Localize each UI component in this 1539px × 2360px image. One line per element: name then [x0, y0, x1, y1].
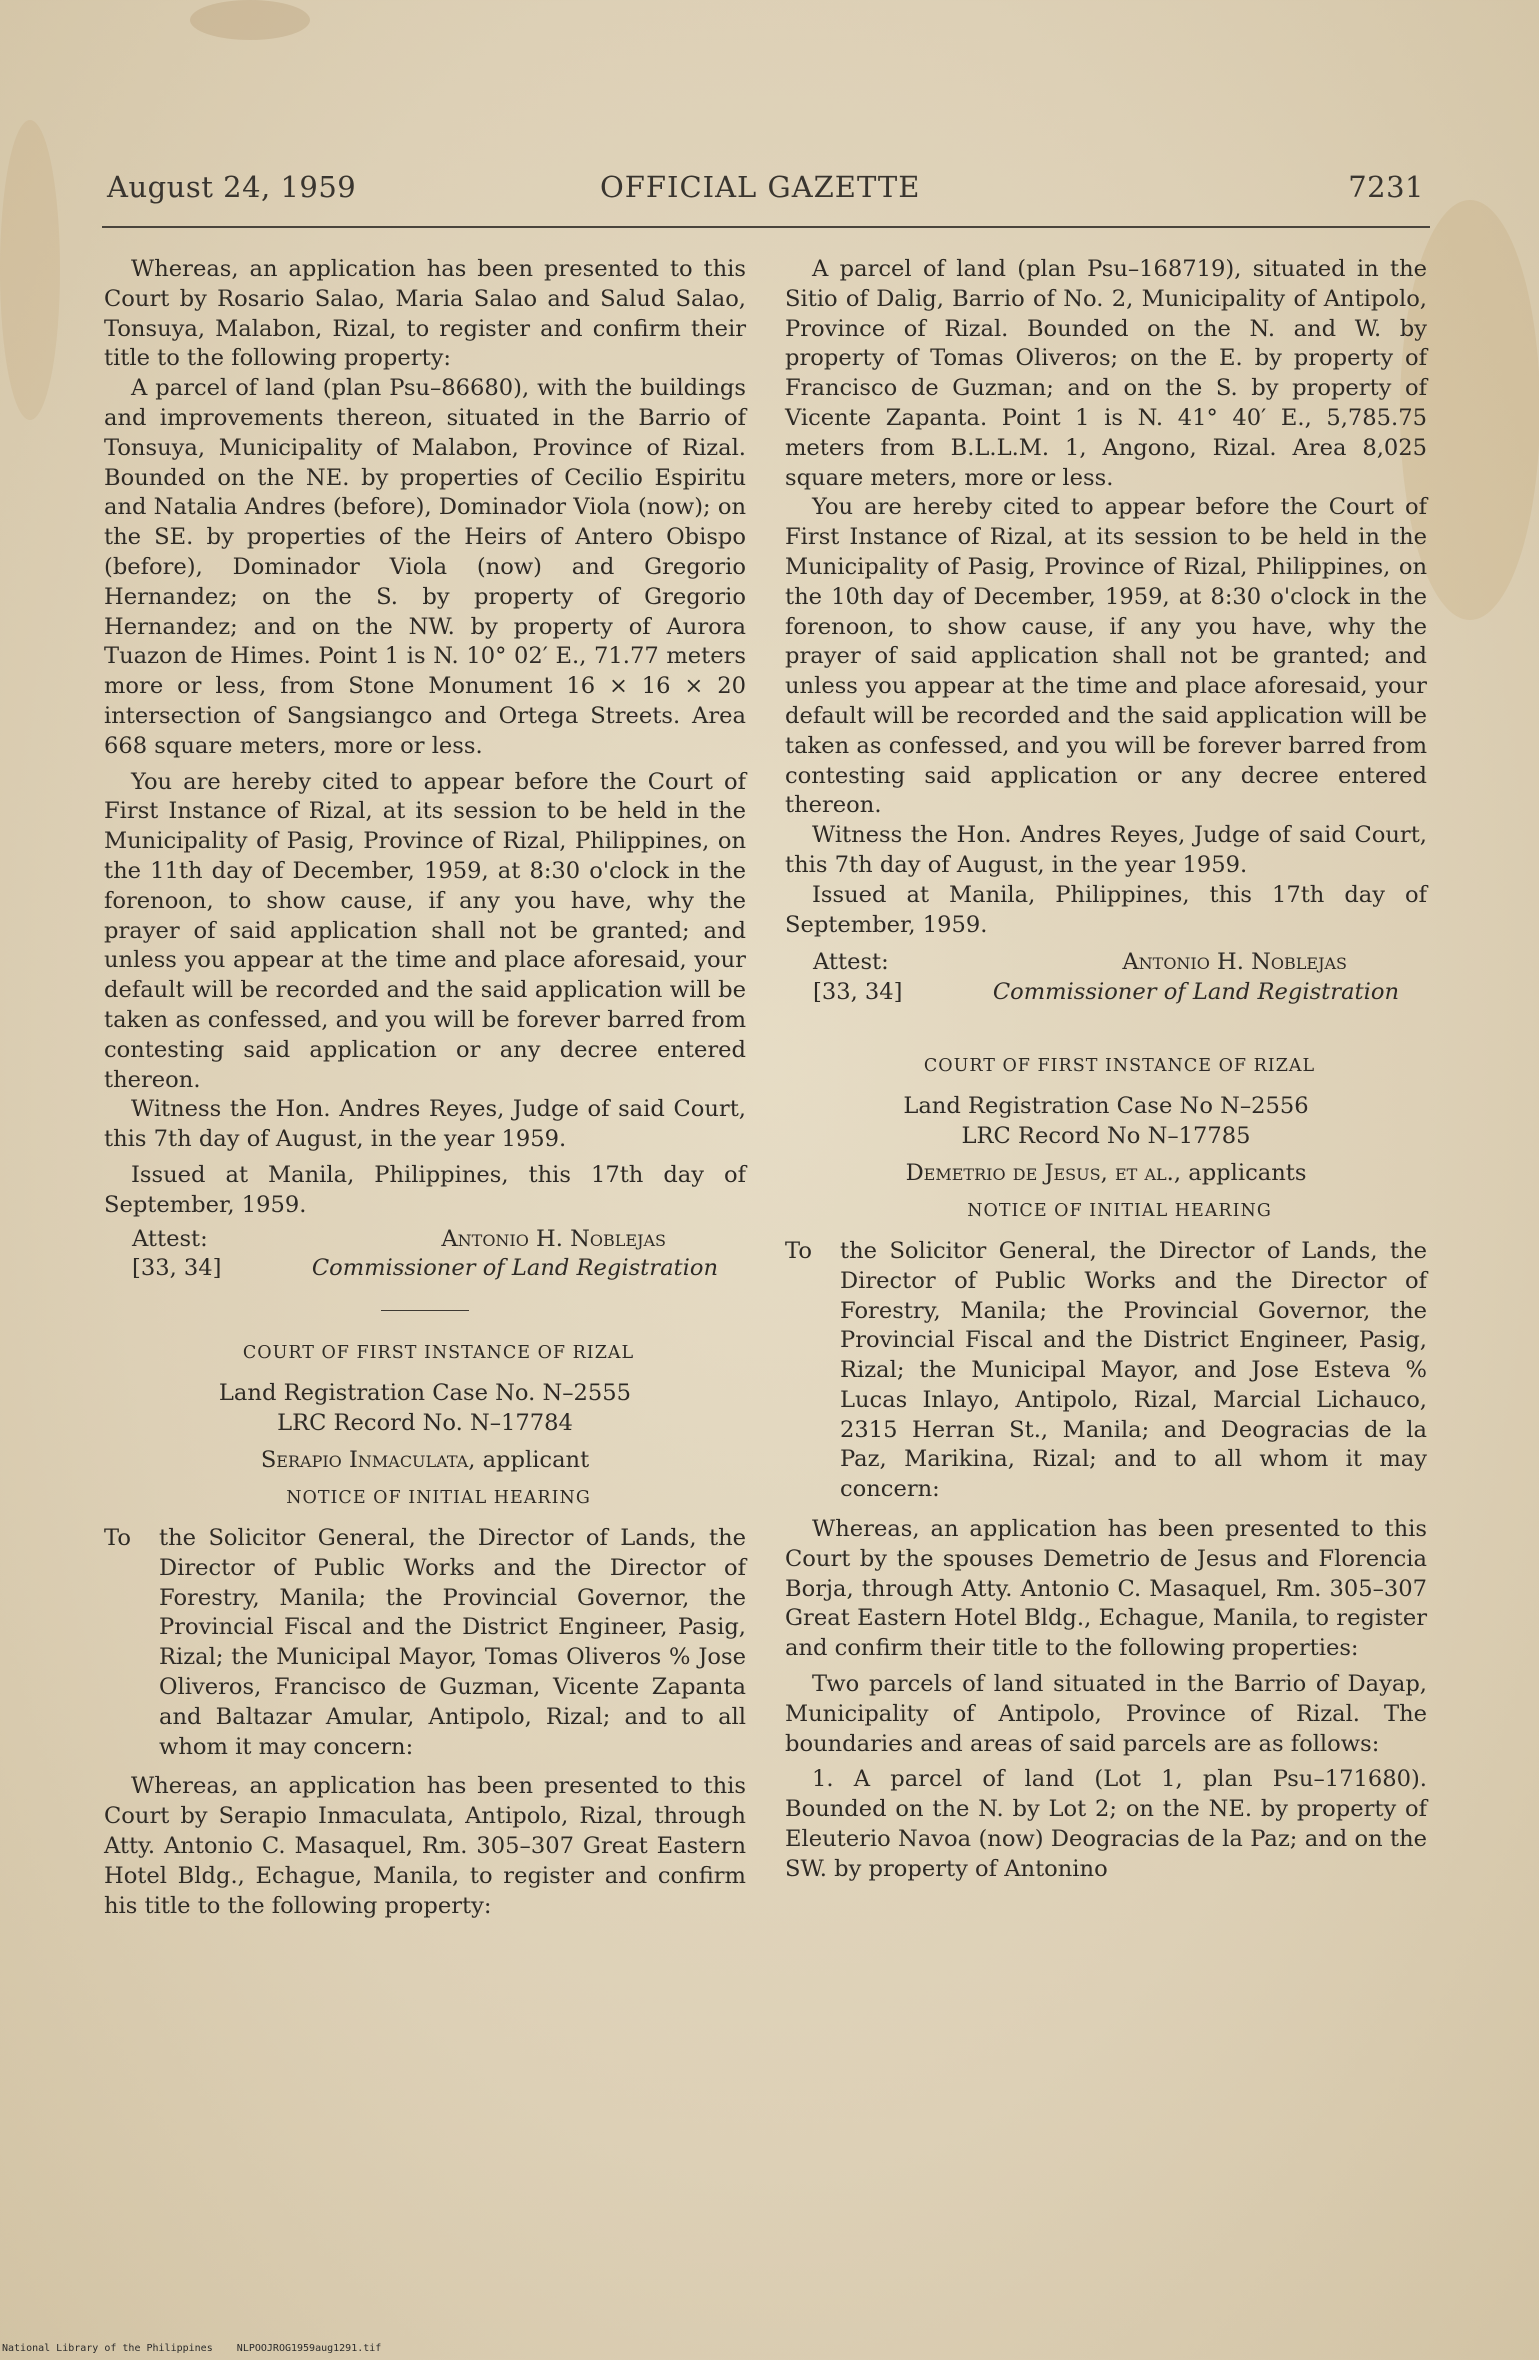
section-divider [381, 1310, 469, 1311]
addressee-block [785, 1237, 1427, 1505]
signatory-name: Antonio H. Noblejas [441, 1225, 666, 1252]
notice-heading: NOTICE OF INITIAL HEARING [967, 1201, 1272, 1222]
applicant-name: Demetrio de Jesus, et al., [905, 1160, 1182, 1187]
signatory-title: Commissioner of Land Registration [992, 979, 1399, 1006]
record-number: LRC Record No. N–17784 [277, 1409, 573, 1436]
header-title: OFFICIAL GAZETTE [600, 170, 921, 204]
paragraph: Witness the Hon. Andres Reyes, Judge of said Court, this 7th day of August, in the year 1959. [104, 1096, 746, 1153]
case-number: Land Registration Case No. N–2555 [218, 1379, 632, 1406]
signatory-name: Antonio H. Noblejas [1122, 949, 1347, 976]
scan-footer: National Library of the Philippines NLPOOJROG1959aug1291.tif [2, 2343, 382, 2354]
addressee-text: the Solicitor General, the Director of Lands, the Director of Public Works and the Director of Forestry, Manila; the Provincial Governor, the Provincial Fiscal and the District Engineer, Pasig, Rizal; the Municipal Mayor, and Jose Esteva % Lucas Inlayo, Antipolo, Rizal, Marcial Lichauco, 2315 Herran St., Manila; and Deogracias de la Paz, Marikina, Rizal; and to all whom it may concern: [840, 1237, 1427, 1503]
paragraph: 1. A parcel of land (Lot 1, plan Psu–171680). Bounded on the N. by Lot 2; on the NE. by property of Eleuterio Navoa (now) Deogracias de la Paz; and on the SW. by property of Antonino [785, 1766, 1427, 1882]
paragraph: Whereas, an application has been presented to this Court by the spouses Demetrio de Jesus and Florencia Borja, through Atty. Antonio C. Masaquel, Rm. 305–307 Great Eastern Hotel Bldg., Echague, Manila, to register and confirm their title to the following properties: [785, 1516, 1427, 1662]
paragraph: Issued at Manila, Philippines, this 17th day of September, 1959. [104, 1161, 746, 1218]
attest-title-line [785, 978, 1427, 1008]
attest-title-line [104, 1254, 746, 1284]
paragraph: Whereas, an application has been presented to this Court by Rosario Salao, Maria Salao and Salud Salao, Tonsuya, Malabon, Rizal, to register and confirm their title to the following property: [104, 256, 746, 372]
paragraph: Issued at Manila, Philippines, this 17th day of September, 1959. [785, 881, 1427, 938]
page-number: 7231 [1348, 170, 1424, 204]
issue-reference: [33, 34] [813, 979, 903, 1006]
addressee-text: the Solicitor General, the Director of Lands, the Director of Public Works and the Director of Forestry, Manila; the Provincial Governor, the Provincial Fiscal and the District Engineer, Pasig, Rizal; the Municipal Mayor, Tomas Oliveros % Jose Oliveros, Francisco de Guzman, Vicente Zapanta and Baltazar Amular, Antipolo, Rizal; and to all whom it may concern: [159, 1525, 746, 1760]
paragraph: A parcel of land (plan Psu–168719), situated in the Sitio of Dalig, Barrio of No. 2, Municipality of Antipolo, Province of Rizal. Bounded on the N. and W. by property of Tomas Oliveros; on the E. by property of Francisco de Guzman; and on the S. by property of Vicente Zapanta. Point 1 is N. 41° 40′ E., 5,785.75 meters from B.L.L.M. 1, Angono, Rizal. Area 8,025 square meters, more or less. [785, 256, 1427, 491]
paragraph: You are hereby cited to appear before the Court of First Instance of Rizal, at its session to be held in the Municipality of Pasig, Province of Rizal, Philippines, on the 10th day of December, 1959, at 8:30 o'clock in the forenoon, to show cause, if any you have, why the prayer of said application shall not be granted; and unless you appear at the time and place aforesaid, your default will be recorded and the said application will be taken as confessed, and you will be forever barred from contesting said application or any decree entered thereon. [785, 494, 1427, 819]
applicant-name: Serapio Inmaculata, [260, 1447, 476, 1474]
addressee-block [104, 1524, 746, 1762]
header-date: August 24, 1959 [107, 170, 357, 204]
case-number: Land Registration Case No N–2556 [903, 1092, 1309, 1119]
paragraph: Whereas, an application has been presented to this Court by Serapio Inmaculata, Antipolo, Rizal, through Atty. Antonio C. Masaquel, Rm. 305–307 Great Eastern Hotel Bldg., Echague, Manila, to register and confirm his title to the following property: [104, 1773, 746, 1919]
issue-reference: [33, 34] [132, 1255, 222, 1282]
header-rule [102, 226, 1430, 228]
right-column [785, 255, 1427, 1885]
applicant-line [785, 1159, 1427, 1189]
record-number: LRC Record No N–17785 [961, 1122, 1251, 1149]
applicant-role: applicant [482, 1447, 590, 1474]
court-heading: COURT OF FIRST INSTANCE OF RIZAL [923, 1055, 1316, 1076]
applicant-role: applicants [1188, 1160, 1307, 1187]
to-word: To [785, 1237, 812, 1264]
attest-line [104, 1225, 746, 1255]
paragraph: A parcel of land (plan Psu–86680), with the buildings and improvements thereon, situated in the Barrio of Tonsuya, Municipality of Malabon, Province of Rizal. Bounded on the NE. by properties of Cecilio Espiritu and Natalia Andres (before), Dominador Viola (now); on the SE. by properties of the Heirs of Antero Obispo (before), Dominador Viola (now) and Gregorio Hernandez; on the S. by property of Gregorio Hernandez; and on the NW. by property of Aurora Tuazon de Himes. Point 1 is N. 10° 02′ E., 71.77 meters more or less, from Stone Monument 16 × 16 × 20 intersection of Sangsiangco and Ortega Streets. Area 668 square meters, more or less. [104, 375, 746, 759]
paragraph: Witness the Hon. Andres Reyes, Judge of said Court, this 7th day of August, in the year 1959. [785, 822, 1427, 878]
signatory-title: Commissioner of Land Registration [311, 1255, 718, 1282]
paragraph: You are hereby cited to appear before the Court of First Instance of Rizal, at its session to be held in the Municipality of Pasig, Province of Rizal, Philippines, on the 11th day of December, 1959, at 8:30 o'clock in the forenoon, to show cause, if any you have, why the prayer of said application shall not be granted; and unless you appear at the time and place aforesaid, your default will be recorded and the said application will be taken as confessed, and you will be forever barred from contesting said application or any decree entered thereon. [104, 768, 746, 1093]
court-heading: COURT OF FIRST INSTANCE OF RIZAL [242, 1343, 635, 1364]
attest-label: Attest: [813, 949, 889, 976]
notice-heading: NOTICE OF INITIAL HEARING [286, 1488, 591, 1509]
to-word: To [104, 1525, 131, 1552]
attest-label: Attest: [132, 1225, 208, 1252]
paper-stain [190, 0, 310, 40]
paragraph: Two parcels of land situated in the Barrio of Dayap, Municipality of Antipolo, Province of Rizal. The boundaries and areas of said parcels are as follows: [785, 1671, 1427, 1757]
applicant-line [104, 1446, 746, 1476]
left-column [104, 255, 746, 1921]
paper-stain [0, 120, 60, 420]
attest-line [785, 948, 1427, 978]
